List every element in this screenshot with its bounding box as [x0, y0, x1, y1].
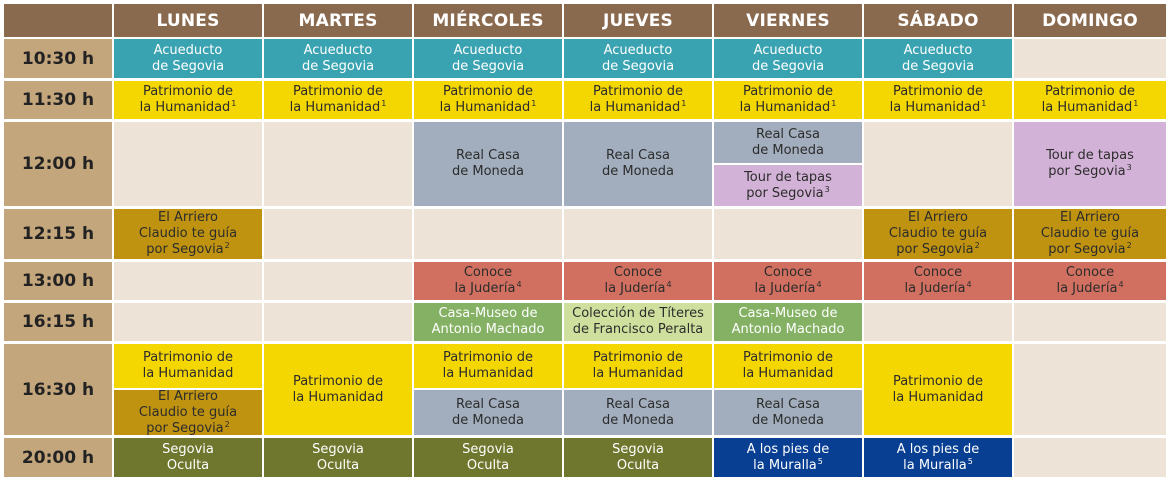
tour-label: El Arriero Claudio te guía por Segovia$^2$	[888, 210, 988, 257]
tour-label: Acueducto de Segovia	[601, 42, 675, 74]
tour-label: Conoce la Judería$^4$	[604, 265, 672, 296]
header-corner	[4, 4, 112, 37]
day-header: MIÉRCOLES	[414, 4, 562, 37]
tour-label: A los pies de la Muralla$^5$	[896, 441, 980, 473]
tour-cell-arriero[interactable]	[114, 209, 262, 259]
footnote-marker: 4	[516, 280, 522, 289]
footnote-marker: 1	[531, 99, 537, 108]
tour-cell-patrimonio[interactable]	[414, 81, 562, 119]
tour-label: A los pies de la Muralla$^5$	[746, 441, 830, 473]
day-header: LUNES	[114, 4, 262, 37]
tour-cell-patrimonio[interactable]	[114, 81, 262, 119]
footnote-marker: 1	[981, 99, 987, 108]
tour-cell-arriero[interactable]	[1014, 209, 1166, 259]
empty-slot	[264, 209, 412, 259]
tour-cell-juderia[interactable]	[414, 262, 562, 300]
tour-cell-patrimonio[interactable]	[414, 344, 562, 388]
tour-label: Acueducto de Segovia	[901, 42, 975, 74]
empty-slot	[864, 303, 1012, 341]
footnote-marker: 4	[1118, 280, 1124, 289]
time-label: 11:30 h	[4, 81, 112, 119]
empty-slot	[414, 209, 562, 259]
time-label: 10:30 h	[4, 39, 112, 78]
tour-label: Real Casa de Moneda	[751, 396, 824, 428]
tour-cell-arriero[interactable]	[864, 209, 1012, 259]
tour-cell-patrimonio[interactable]	[264, 344, 412, 435]
tour-cell-acueducto[interactable]	[864, 39, 1012, 78]
tour-label: Patrimonio de la Humanidad$^1$	[589, 84, 687, 115]
tour-label: Patrimonio de la Humanidad	[442, 350, 534, 381]
tour-label: Patrimonio de la Humanidad$^1$	[139, 84, 237, 115]
footnote-marker: 2	[224, 419, 230, 429]
footnote-marker: 1	[381, 99, 387, 108]
empty-slot	[1014, 438, 1166, 477]
tour-label: Tour de tapas por Segovia$^3$	[744, 169, 832, 201]
footnote-marker: 2	[974, 241, 980, 250]
day-header: VIERNES	[714, 4, 862, 37]
tour-cell-patrimonio[interactable]	[564, 344, 712, 388]
empty-slot	[114, 122, 262, 206]
tour-label: Tour de tapas por Segovia$^3$	[1046, 148, 1134, 179]
tour-label: Acueducto de Segovia	[751, 42, 825, 74]
footnote-marker: 4	[666, 280, 672, 289]
tour-label: Patrimonio de la Humanidad	[742, 350, 834, 381]
footnote-marker: 1	[1133, 99, 1139, 108]
tour-cell-titeres[interactable]	[564, 303, 712, 341]
tour-cell-patrimonio[interactable]	[264, 81, 412, 119]
tour-cell-juderia[interactable]	[714, 262, 862, 300]
tour-cell-oculta[interactable]	[114, 438, 262, 477]
tour-label: Real Casa de Moneda	[751, 126, 824, 158]
tour-cell-patrimonio[interactable]	[564, 81, 712, 119]
day-header: JUEVES	[564, 4, 712, 37]
tour-cell-realcasa[interactable]	[714, 390, 862, 435]
empty-slot	[1014, 39, 1166, 78]
tour-label: Real Casa de Moneda	[601, 148, 674, 179]
footnote-marker: 3	[1126, 163, 1132, 172]
footnote-marker: 2	[1126, 241, 1132, 250]
tour-cell-patrimonio[interactable]	[714, 344, 862, 388]
tour-cell-oculta[interactable]	[414, 438, 562, 477]
tour-cell-realcasa[interactable]	[714, 122, 862, 163]
tour-label: Real Casa de Moneda	[451, 396, 524, 428]
tour-label: Patrimonio de la Humanidad	[892, 373, 984, 405]
tour-cell-acueducto[interactable]	[114, 39, 262, 78]
tour-cell-acueducto[interactable]	[564, 39, 712, 78]
tour-label: Patrimonio de la Humanidad$^1$	[1041, 84, 1139, 115]
tour-label: El Arriero Claudio te guía por Segovia$^2$	[138, 390, 238, 435]
time-label: 13:00 h	[4, 262, 112, 300]
tour-label: Patrimonio de la Humanidad$^1$	[289, 84, 387, 115]
time-label: 16:15 h	[4, 303, 112, 341]
empty-slot	[564, 209, 712, 259]
tour-label: Casa-Museo de Antonio Machado	[731, 306, 845, 337]
tour-label: El Arriero Claudio te guía por Segovia$^2$	[138, 210, 238, 257]
tour-cell-oculta[interactable]	[564, 438, 712, 477]
tour-cell-realcasa[interactable]	[564, 390, 712, 435]
tour-label: Conoce la Judería$^4$	[1056, 265, 1124, 296]
tour-label: Segovia Oculta	[462, 441, 514, 473]
empty-slot	[264, 303, 412, 341]
tour-label: Patrimonio de la Humanidad	[292, 373, 384, 405]
footnote-marker: 1	[831, 99, 837, 108]
tour-cell-patrimonio[interactable]	[864, 344, 1012, 435]
tour-label: Casa-Museo de Antonio Machado	[431, 306, 545, 337]
empty-slot	[264, 262, 412, 300]
tour-label: Patrimonio de la Humanidad$^1$	[889, 84, 987, 115]
footnote-marker: 4	[966, 280, 972, 289]
footnote-marker: 2	[224, 241, 230, 250]
tour-label: Real Casa de Moneda	[451, 148, 524, 179]
empty-slot	[114, 303, 262, 341]
tour-cell-patrimonio[interactable]	[114, 344, 262, 388]
footnote-marker: 3	[824, 184, 830, 194]
tour-cell-acueducto[interactable]	[714, 39, 862, 78]
tour-label: Conoce la Judería$^4$	[904, 265, 972, 296]
tour-cell-museo[interactable]	[414, 303, 562, 341]
tour-cell-realcasa[interactable]	[414, 122, 562, 206]
footnote-marker: 5	[817, 456, 823, 466]
tour-label: Segovia Oculta	[612, 441, 664, 473]
tour-cell-patrimonio[interactable]	[1014, 81, 1166, 119]
empty-slot	[864, 122, 1012, 206]
tour-label: Real Casa de Moneda	[601, 396, 674, 428]
footnote-marker: 4	[816, 280, 822, 289]
tour-cell-realcasa[interactable]	[414, 390, 562, 435]
tour-cell-juderia[interactable]	[1014, 262, 1166, 300]
day-header: DOMINGO	[1014, 4, 1166, 37]
footnote-marker: 1	[231, 99, 237, 108]
tour-label: Acueducto de Segovia	[301, 42, 375, 74]
tour-label: Segovia Oculta	[162, 441, 214, 473]
tour-label: Patrimonio de la Humanidad$^1$	[439, 84, 537, 115]
time-label: 12:15 h	[4, 209, 112, 259]
day-header: MARTES	[264, 4, 412, 37]
tour-cell-arriero[interactable]	[114, 390, 262, 435]
tour-cell-acueducto[interactable]	[414, 39, 562, 78]
time-label: 12:00 h	[4, 122, 112, 206]
tour-label: Patrimonio de la Humanidad	[592, 350, 684, 381]
tour-cell-patrimonio[interactable]	[714, 81, 862, 119]
tour-cell-muralla[interactable]	[714, 438, 862, 477]
tour-label: Colección de Títeres de Francisco Peralta	[572, 306, 704, 337]
tour-label: Conoce la Judería$^4$	[454, 265, 522, 296]
empty-slot	[114, 262, 262, 300]
tour-label: Patrimonio de la Humanidad$^1$	[739, 84, 837, 115]
tour-cell-oculta[interactable]	[264, 438, 412, 477]
tour-label: El Arriero Claudio te guía por Segovia$^2$	[1040, 210, 1140, 257]
tour-label: Segovia Oculta	[312, 441, 364, 473]
empty-slot	[714, 209, 862, 259]
tour-cell-juderia[interactable]	[564, 262, 712, 300]
tour-cell-juderia[interactable]	[864, 262, 1012, 300]
tour-cell-realcasa[interactable]	[564, 122, 712, 206]
footnote-marker: 5	[967, 456, 973, 466]
tour-cell-tapas[interactable]	[1014, 122, 1166, 206]
tour-label: Patrimonio de la Humanidad	[142, 350, 234, 381]
tour-cell-muralla[interactable]	[864, 438, 1012, 477]
empty-slot	[264, 122, 412, 206]
time-label: 20:00 h	[4, 438, 112, 477]
tour-cell-tapas[interactable]	[714, 165, 862, 206]
empty-slot	[1014, 344, 1166, 435]
tour-cell-museo[interactable]	[714, 303, 862, 341]
empty-slot	[1014, 303, 1166, 341]
tour-label: Conoce la Judería$^4$	[754, 265, 822, 296]
tour-label: Acueducto de Segovia	[151, 42, 225, 74]
time-label: 16:30 h	[4, 344, 112, 435]
footnote-marker: 1	[681, 99, 687, 108]
tour-cell-patrimonio[interactable]	[864, 81, 1012, 119]
tour-cell-acueducto[interactable]	[264, 39, 412, 78]
day-header: SÁBADO	[864, 4, 1012, 37]
tour-label: Acueducto de Segovia	[451, 42, 525, 74]
